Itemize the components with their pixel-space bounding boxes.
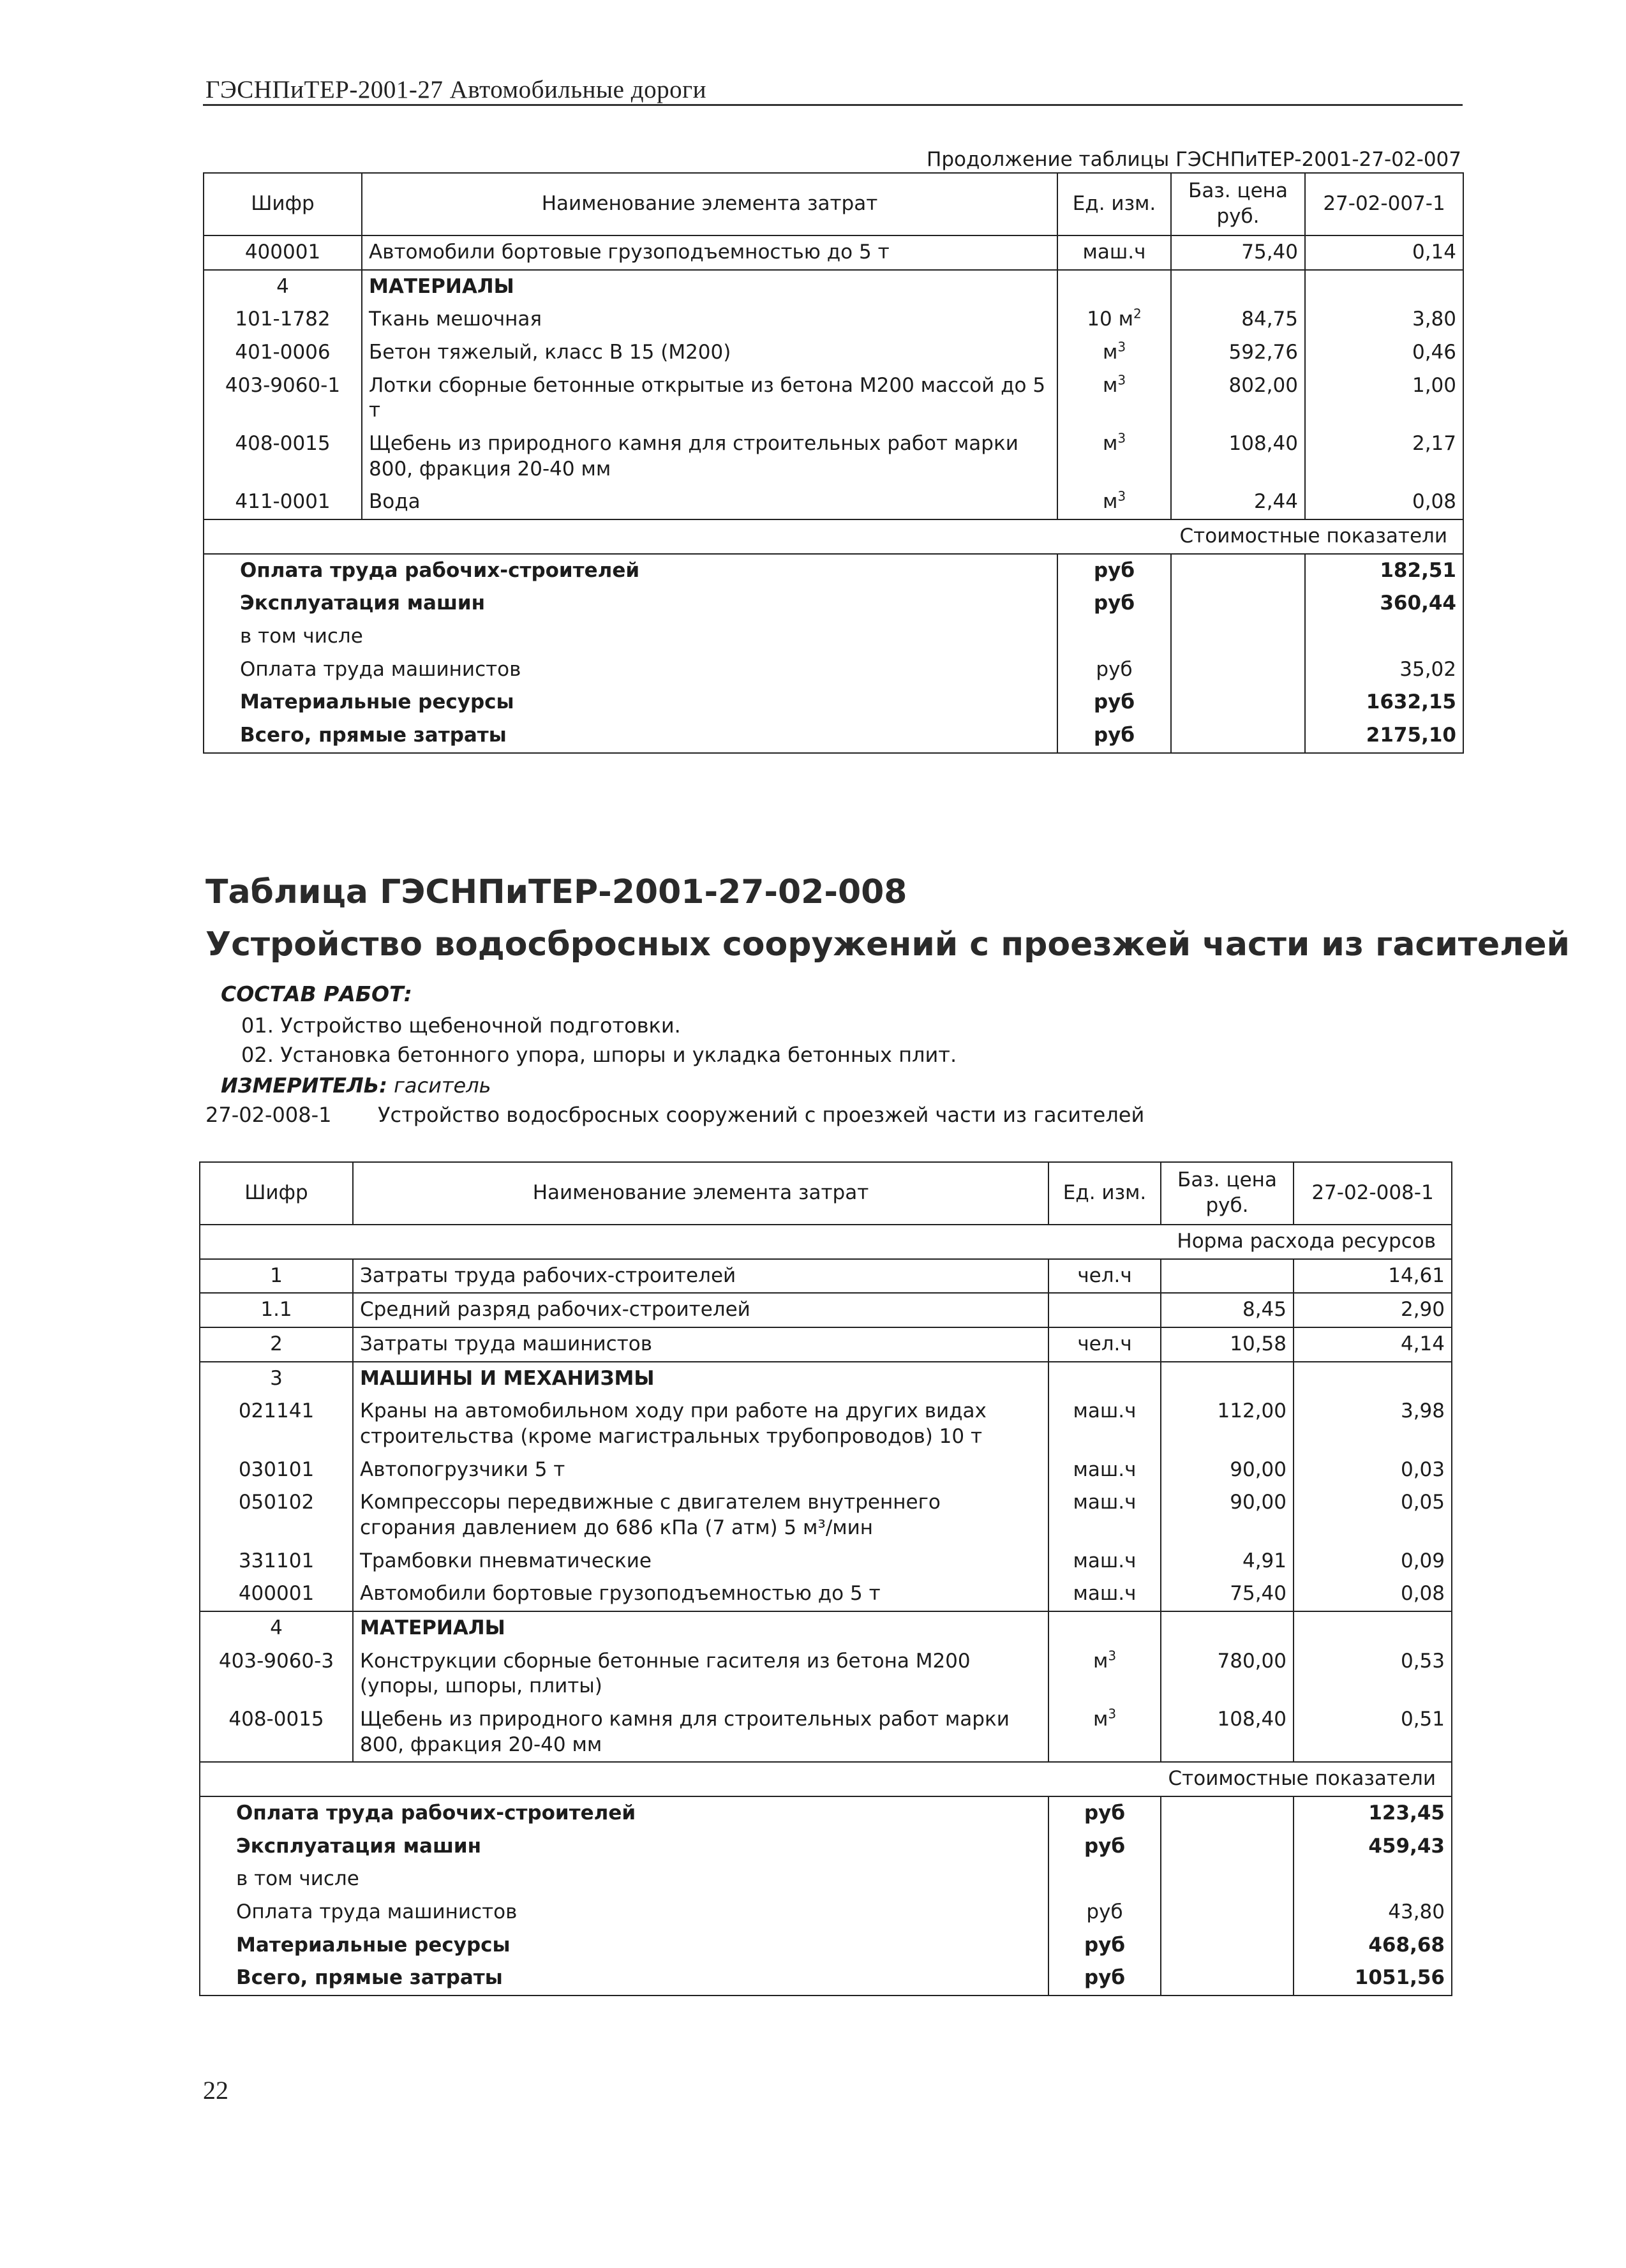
column-header: Ед. изм. (1057, 173, 1171, 235)
resource-row (204, 428, 1463, 486)
cost-unit: руб (1057, 686, 1171, 719)
resource-unit: маш.ч (1048, 1545, 1161, 1578)
base-price: 780,00 (1161, 1645, 1294, 1703)
work-item: 02. Установка бетонного упора, шпоры и укладка бетонных плит. (241, 1043, 957, 1067)
norm-code-description: Устройство водосбросных сооружений с проезжей части из гасителей (378, 1103, 1145, 1127)
cost-row (200, 1929, 1452, 1962)
cost-value: 35,02 (1305, 653, 1463, 687)
norm-value (1294, 1362, 1452, 1396)
resource-unit: маш.ч (1048, 1454, 1161, 1487)
resource-code: 403-9060-3 (200, 1645, 353, 1703)
cost-empty (1161, 1830, 1294, 1863)
resource-row (200, 1454, 1452, 1487)
resource-row (200, 1259, 1452, 1294)
resource-unit: $м^3$ (1048, 1703, 1161, 1762)
table-subtitle: Устройство водосбросных сооружений с проезжей части из гасителей (205, 925, 1570, 964)
resource-unit: маш.ч (1048, 1578, 1161, 1611)
resource-name: Щебень из природного камня для строительных работ марки 800, фракция 20-40 мм (362, 428, 1057, 486)
cost-unit: руб (1048, 1929, 1161, 1962)
resource-row (204, 235, 1463, 270)
resource-unit: $м^3$ (1048, 1645, 1161, 1703)
cost-value: 459,43 (1294, 1830, 1452, 1863)
cost-unit (1057, 620, 1171, 653)
meter-label: ИЗМЕРИТЕЛЬ: (221, 1073, 387, 1098)
resource-code: 401-0006 (204, 336, 362, 369)
resource-code: 101-1782 (204, 303, 362, 336)
norm-value: 1,00 (1305, 369, 1463, 428)
cost-banner: Стоимостные показатели (204, 519, 1463, 554)
base-price: 90,00 (1161, 1486, 1294, 1544)
column-header: Наименование элемента затрат (362, 173, 1057, 235)
resource-unit: 10 $м^2$ (1057, 303, 1171, 336)
cost-label: Материальные ресурсы (204, 686, 1057, 719)
cost-unit: руб (1057, 719, 1171, 753)
resource-name: Конструкции сборные бетонные гасителя из бетона М200 (упоры, шпоры, плиты) (353, 1645, 1048, 1703)
resource-name: Компрессоры передвижные с двигателем внутреннего сгорания давлением до 686 кПа (7 атм) 5 м³/мин (353, 1486, 1048, 1544)
table-title: Таблица ГЭСНПиТЕР-2001-27-02-008 (205, 873, 907, 911)
cost-value: 468,68 (1294, 1929, 1452, 1962)
resource-name: Ткань мешочная (362, 303, 1057, 336)
column-header: Ед. изм. (1048, 1162, 1161, 1225)
cost-unit: руб (1048, 1896, 1161, 1929)
section-row (200, 1362, 1452, 1396)
cost-row (204, 653, 1463, 687)
column-header: Шифр (204, 173, 362, 235)
norm-value: 2,17 (1305, 428, 1463, 486)
resource-row (204, 369, 1463, 428)
norm-value: 0,51 (1294, 1703, 1452, 1762)
section-row (204, 270, 1463, 304)
cost-label: в том числе (200, 1863, 1048, 1896)
cost-row (204, 686, 1463, 719)
cost-empty (1161, 1896, 1294, 1929)
base-price (1161, 1259, 1294, 1294)
norm-value: 0,08 (1305, 486, 1463, 519)
cost-value: 182,51 (1305, 554, 1463, 588)
cost-row (200, 1896, 1452, 1929)
norm-banner-row (200, 1225, 1452, 1259)
resource-unit (1048, 1293, 1161, 1327)
cost-label: Всего, прямые затраты (204, 719, 1057, 753)
cost-row (204, 620, 1463, 653)
resource-row (200, 1703, 1452, 1762)
cost-label: Оплата труда рабочих-строителей (204, 554, 1057, 588)
resource-unit: маш.ч (1057, 235, 1171, 270)
resource-name: Бетон тяжелый, класс В 15 (М200) (362, 336, 1057, 369)
cost-value (1294, 1863, 1452, 1896)
resource-unit: $м^3$ (1057, 369, 1171, 428)
cost-label: Материальные ресурсы (200, 1929, 1048, 1962)
base-price: 4,91 (1161, 1545, 1294, 1578)
resource-row (200, 1486, 1452, 1544)
resource-code: 400001 (200, 1578, 353, 1611)
base-price (1161, 1362, 1294, 1396)
resource-unit: $м^3$ (1057, 336, 1171, 369)
resource-name: Вода (362, 486, 1057, 519)
resource-code: 408-0015 (200, 1703, 353, 1762)
cost-value: 1632,15 (1305, 686, 1463, 719)
cost-label: в том числе (204, 620, 1057, 653)
base-price: 108,40 (1171, 428, 1305, 486)
cost-unit: руб (1048, 1962, 1161, 1996)
cost-banner: Стоимостные показатели (200, 1762, 1452, 1796)
cost-empty (1171, 587, 1305, 620)
cost-label: Оплата труда машинистов (204, 653, 1057, 687)
cost-label: Эксплуатация машин (200, 1830, 1048, 1863)
column-header: Баз. цена руб. (1161, 1162, 1294, 1225)
resource-unit: маш.ч (1048, 1486, 1161, 1544)
resource-name: Автомобили бортовые грузоподъемностью до 5 т (362, 235, 1057, 270)
resource-code: 400001 (204, 235, 362, 270)
resource-table-continued (203, 172, 1464, 754)
resource-row (200, 1293, 1452, 1327)
cost-empty (1171, 719, 1305, 753)
cost-unit: руб (1057, 587, 1171, 620)
table-header-row (204, 173, 1463, 235)
resource-code: 411-0001 (204, 486, 362, 519)
cost-label: Всего, прямые затраты (200, 1962, 1048, 1996)
norm-code-line (205, 1103, 1145, 1127)
norm-value: 0,08 (1294, 1578, 1452, 1611)
cost-row (200, 1863, 1452, 1896)
cost-row (200, 1830, 1452, 1863)
resource-row (204, 486, 1463, 519)
resource-code: 050102 (200, 1486, 353, 1544)
cost-empty (1161, 1796, 1294, 1830)
resource-name: Средний разряд рабочих-строителей (353, 1293, 1048, 1327)
column-header: 27-02-007-1 (1305, 173, 1463, 235)
cost-empty (1171, 620, 1305, 653)
cost-banner-row (204, 519, 1463, 554)
resource-row (200, 1578, 1452, 1611)
section-name: МАТЕРИАЛЫ (362, 270, 1057, 304)
cost-row (200, 1962, 1452, 1996)
cost-value: 123,45 (1294, 1796, 1452, 1830)
cost-banner-row (200, 1762, 1452, 1796)
resource-code: 408-0015 (204, 428, 362, 486)
section-row (200, 1611, 1452, 1645)
cost-row (200, 1796, 1452, 1830)
resource-name: Краны на автомобильном ходу при работе на других видах строительства (кроме магистральных трубопроводов) 10 т (353, 1395, 1048, 1453)
column-header: Шифр (200, 1162, 353, 1225)
resource-code: 403-9060-1 (204, 369, 362, 428)
resource-name: Затраты труда машинистов (353, 1327, 1048, 1362)
cost-empty (1161, 1962, 1294, 1996)
resource-row (200, 1545, 1452, 1578)
work-composition-label: СОСТАВ РАБОТ: (221, 981, 412, 1006)
cost-unit: руб (1048, 1796, 1161, 1830)
resource-code: 021141 (200, 1395, 353, 1453)
norm-code: 27-02-008-1 (205, 1103, 332, 1127)
resource-row (204, 336, 1463, 369)
page-number: 22 (203, 2076, 228, 2105)
base-price: 802,00 (1171, 369, 1305, 428)
base-price (1161, 1611, 1294, 1645)
resource-row (200, 1327, 1452, 1362)
cost-unit (1048, 1863, 1161, 1896)
base-price: 75,40 (1161, 1578, 1294, 1611)
column-header: 27-02-008-1 (1294, 1162, 1452, 1225)
resource-name: Лотки сборные бетонные открытые из бетона М200 массой до 5 т (362, 369, 1057, 428)
cost-value: 1051,56 (1294, 1962, 1452, 1996)
resource-code: 3 (200, 1362, 353, 1396)
base-price: 592,76 (1171, 336, 1305, 369)
cost-value: 2175,10 (1305, 719, 1463, 753)
resource-row (200, 1645, 1452, 1703)
cost-value (1305, 620, 1463, 653)
resource-table (199, 1161, 1452, 1996)
resource-unit: чел.ч (1048, 1327, 1161, 1362)
cost-unit: руб (1048, 1830, 1161, 1863)
resource-name: Затраты труда рабочих-строителей (353, 1259, 1048, 1294)
section-name: МАШИНЫ И МЕХАНИЗМЫ (353, 1362, 1048, 1396)
cost-label: Оплата труда машинистов (200, 1896, 1048, 1929)
cost-empty (1171, 653, 1305, 687)
resource-unit (1048, 1611, 1161, 1645)
resource-unit: $м^3$ (1057, 486, 1171, 519)
resource-code: 1.1 (200, 1293, 353, 1327)
meter-value: гаситель (394, 1073, 491, 1098)
cost-label: Эксплуатация машин (204, 587, 1057, 620)
resource-unit (1048, 1362, 1161, 1396)
resource-code: 2 (200, 1327, 353, 1362)
header-rule (203, 104, 1463, 106)
base-price: 90,00 (1161, 1454, 1294, 1487)
cost-label: Оплата труда рабочих-строителей (200, 1796, 1048, 1830)
resource-row (200, 1395, 1452, 1453)
base-price: 8,45 (1161, 1293, 1294, 1327)
norm-value: 0,46 (1305, 336, 1463, 369)
cost-row (204, 719, 1463, 753)
resource-name: Автомобили бортовые грузоподъемностью до 5 т (353, 1578, 1048, 1611)
cost-value: 360,44 (1305, 587, 1463, 620)
base-price: 112,00 (1161, 1395, 1294, 1453)
column-header: Баз. цена руб. (1171, 173, 1305, 235)
cost-value: 43,80 (1294, 1896, 1452, 1929)
norm-value: 3,98 (1294, 1395, 1452, 1453)
resource-name: Щебень из природного камня для строительных работ марки 800, фракция 20-40 мм (353, 1703, 1048, 1762)
norm-value (1305, 270, 1463, 304)
norm-value: 3,80 (1305, 303, 1463, 336)
resource-unit (1057, 270, 1171, 304)
base-price: 84,75 (1171, 303, 1305, 336)
cost-empty (1171, 686, 1305, 719)
resource-name: Автопогрузчики 5 т (353, 1454, 1048, 1487)
base-price: 75,40 (1171, 235, 1305, 270)
norm-value: 2,90 (1294, 1293, 1452, 1327)
base-price: 10,58 (1161, 1327, 1294, 1362)
section-name: МАТЕРИАЛЫ (353, 1611, 1048, 1645)
cost-unit: руб (1057, 554, 1171, 588)
resource-name: Трамбовки пневматические (353, 1545, 1048, 1578)
cost-empty (1171, 554, 1305, 588)
resource-code: 331101 (200, 1545, 353, 1578)
resource-code: 1 (200, 1259, 353, 1294)
work-item: 01. Устройство щебеночной подготовки. (241, 1013, 681, 1038)
cost-row (204, 554, 1463, 588)
norm-value: 4,14 (1294, 1327, 1452, 1362)
resource-unit: маш.ч (1048, 1395, 1161, 1453)
running-header: ГЭСНПиТЕР-2001-27 Автомобильные дороги (205, 76, 706, 103)
resource-code: 4 (200, 1611, 353, 1645)
column-header: Наименование элемента затрат (353, 1162, 1048, 1225)
resource-unit: $м^3$ (1057, 428, 1171, 486)
resource-row (204, 303, 1463, 336)
norm-value: 0,53 (1294, 1645, 1452, 1703)
resource-unit: чел.ч (1048, 1259, 1161, 1294)
resource-code: 4 (204, 270, 362, 304)
norm-value (1294, 1611, 1452, 1645)
norm-value: 0,03 (1294, 1454, 1452, 1487)
base-price: 2,44 (1171, 486, 1305, 519)
resource-code: 030101 (200, 1454, 353, 1487)
cost-empty (1161, 1929, 1294, 1962)
cost-unit: руб (1057, 653, 1171, 687)
base-price (1171, 270, 1305, 304)
table-continuation-caption: Продолжение таблицы ГЭСНПиТЕР-2001-27-02-007 (927, 148, 1461, 171)
base-price: 108,40 (1161, 1703, 1294, 1762)
table-header-row (200, 1162, 1452, 1225)
cost-empty (1161, 1863, 1294, 1896)
norm-value: 14,61 (1294, 1259, 1452, 1294)
norm-value: 0,05 (1294, 1486, 1452, 1544)
norm-banner: Норма расхода ресурсов (200, 1225, 1452, 1259)
cost-row (204, 587, 1463, 620)
norm-value: 0,09 (1294, 1545, 1452, 1578)
meter-line (221, 1073, 491, 1098)
norm-value: 0,14 (1305, 235, 1463, 270)
